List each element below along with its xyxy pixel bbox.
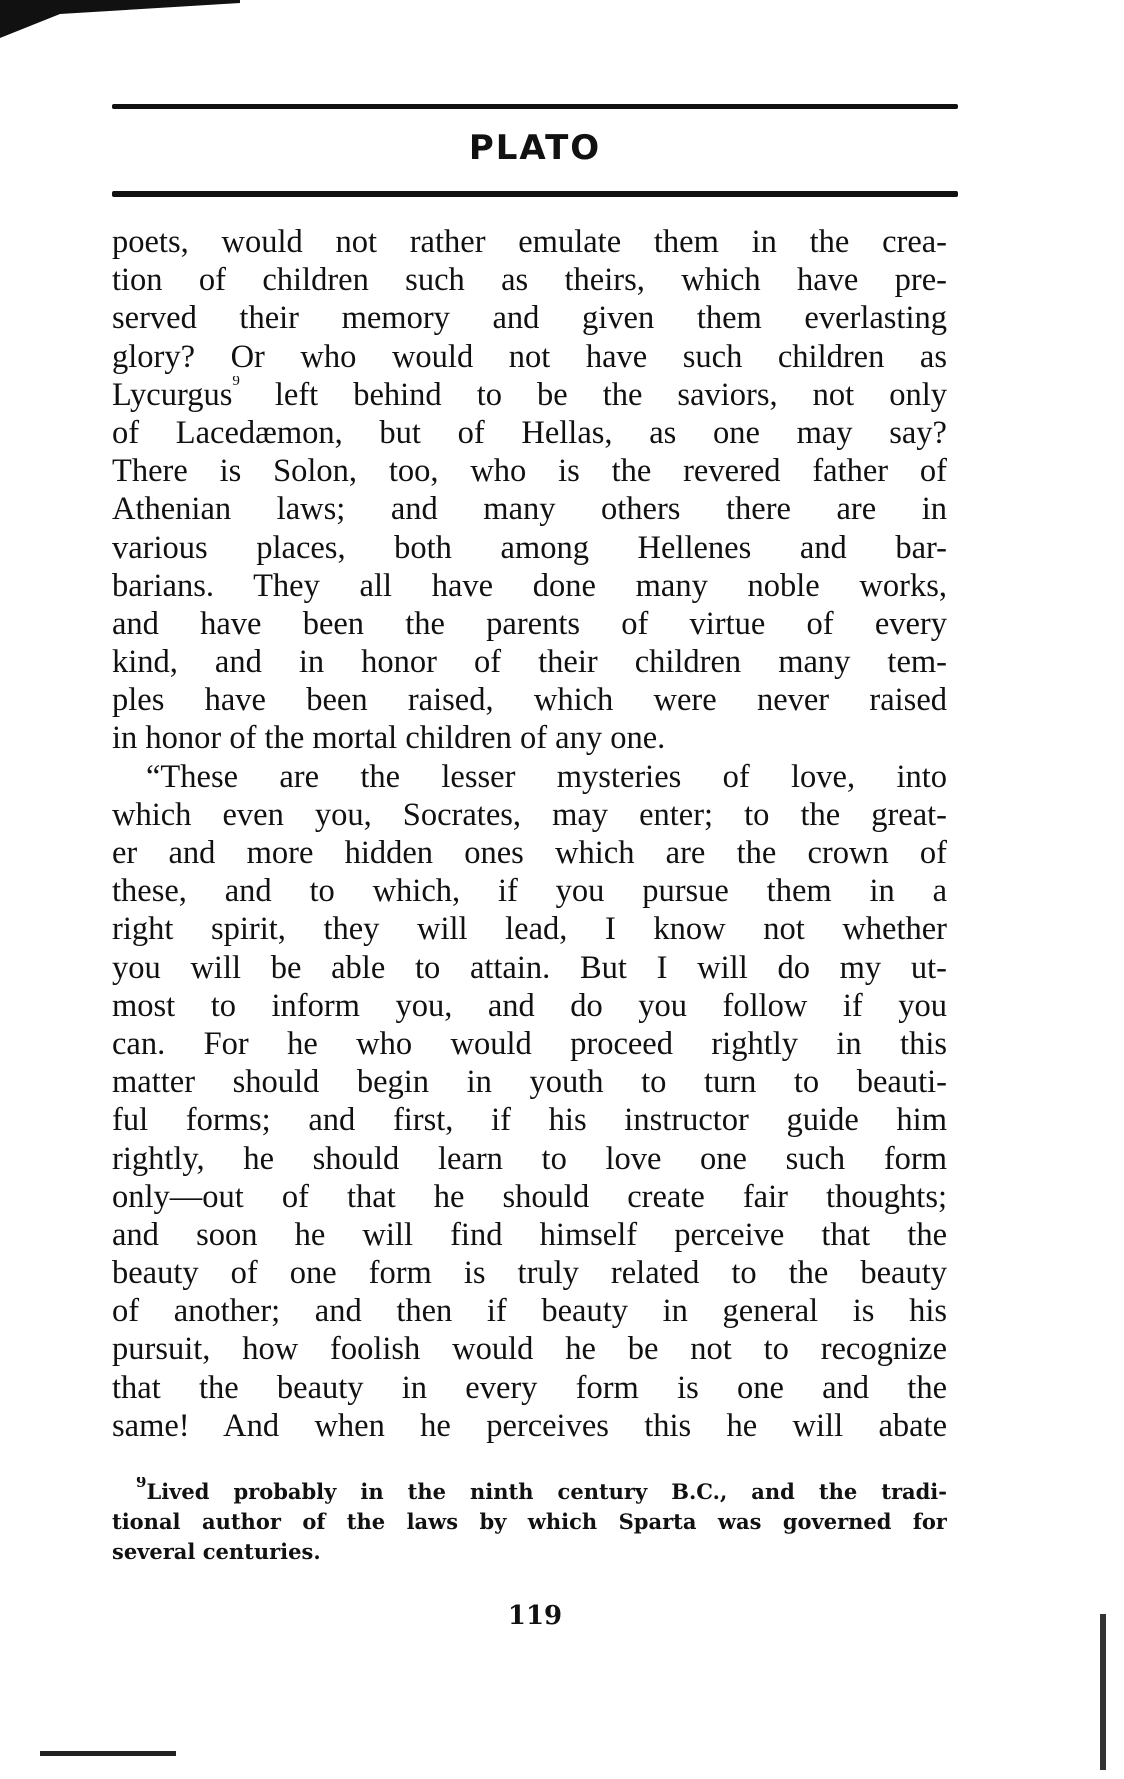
- footnote-line: [112, 1477, 947, 1507]
- footnote-marker: 9: [136, 1477, 147, 1491]
- text-line: only—out of that he should create fair thoughts;: [112, 1178, 947, 1215]
- paragraph: [112, 758, 947, 1445]
- text-line: various places, both among Hellenes and bar-: [112, 529, 947, 566]
- body-text: [112, 223, 947, 1445]
- text-line: beauty of one form is truly related to the beauty: [112, 1255, 947, 1292]
- scan-corner-mark: [0, 0, 240, 40]
- text-line: most to inform you, and do you follow if you: [112, 987, 947, 1024]
- text-line: these, and to which, if you pursue them in a: [112, 873, 947, 910]
- text-line: tion of children such as theirs, which have pre-: [112, 262, 947, 299]
- text-line: in honor of the mortal children of any one.: [112, 720, 666, 757]
- text-line: pursuit, how foolish would he be not to recognize: [112, 1331, 947, 1368]
- page-number: 119: [507, 1601, 563, 1631]
- footnote: [112, 1477, 947, 1567]
- text-line: which even you, Socrates, may enter; to the great-: [112, 796, 947, 833]
- text-line: glory? Or who would not have such children as: [112, 338, 947, 375]
- scan-edge-mark: [1100, 1614, 1106, 1770]
- text-fragment: Lived probably in the ninth century B.C., and the tradi-: [146, 1479, 947, 1504]
- text-line: er and more hidden ones which are the crown of: [112, 835, 947, 871]
- text-line: can. For he who would proceed rightly in this: [112, 1025, 947, 1062]
- text-line: and have been the parents of virtue of every: [112, 605, 947, 642]
- text-line: ples have been raised, which were never raised: [112, 682, 947, 719]
- text-line: that the beauty in every form is one and the: [112, 1369, 947, 1406]
- footnote-line: several centuries.: [112, 1539, 321, 1564]
- text-line: [112, 376, 947, 414]
- header-rule-bottom: [112, 191, 958, 197]
- scan-bottom-mark: [40, 1751, 176, 1756]
- text-line: Athenian laws; and many others there are in: [112, 491, 947, 528]
- text-line: kind, and in honor of their children many tem-: [112, 644, 947, 681]
- footnote-line: tional author of the laws by which Sparta was governed for: [112, 1509, 947, 1534]
- header-rule-top: [112, 104, 958, 109]
- running-head: PLATO: [468, 128, 602, 168]
- text-line: barians. They all have done many noble works,: [112, 567, 947, 604]
- text-line: of Lacedæmon, but of Hellas, as one may say?: [112, 414, 947, 451]
- paragraph: [112, 223, 947, 758]
- text-line: you will be able to attain. But I will do my ut-: [112, 949, 947, 986]
- text-line: rightly, he should learn to love one such form: [112, 1140, 947, 1177]
- text-line: poets, would not rather emulate them in the crea-: [112, 224, 947, 260]
- text-line: of another; and then if beauty in general is his: [112, 1293, 947, 1330]
- text-line: right spirit, they will lead, I know not whether: [112, 911, 947, 948]
- text-line: There is Solon, too, who is the revered father of: [112, 453, 947, 490]
- text-line: served their memory and given them everlasting: [112, 300, 947, 337]
- text-line: matter should begin in youth to turn to beauti-: [112, 1064, 947, 1101]
- text-line: and soon he will find himself perceive that the: [112, 1216, 947, 1253]
- text-fragment: left behind to be the saviors, not only: [239, 376, 947, 413]
- text-line: ful forms; and first, if his instructor guide him: [112, 1102, 947, 1139]
- footnote-reference: 9: [232, 375, 240, 389]
- text-line: “These are the lesser mysteries of love, into: [146, 758, 947, 795]
- text-line: same! And when he perceives this he will abate: [112, 1407, 947, 1444]
- text-fragment: Lycurgus: [112, 376, 233, 413]
